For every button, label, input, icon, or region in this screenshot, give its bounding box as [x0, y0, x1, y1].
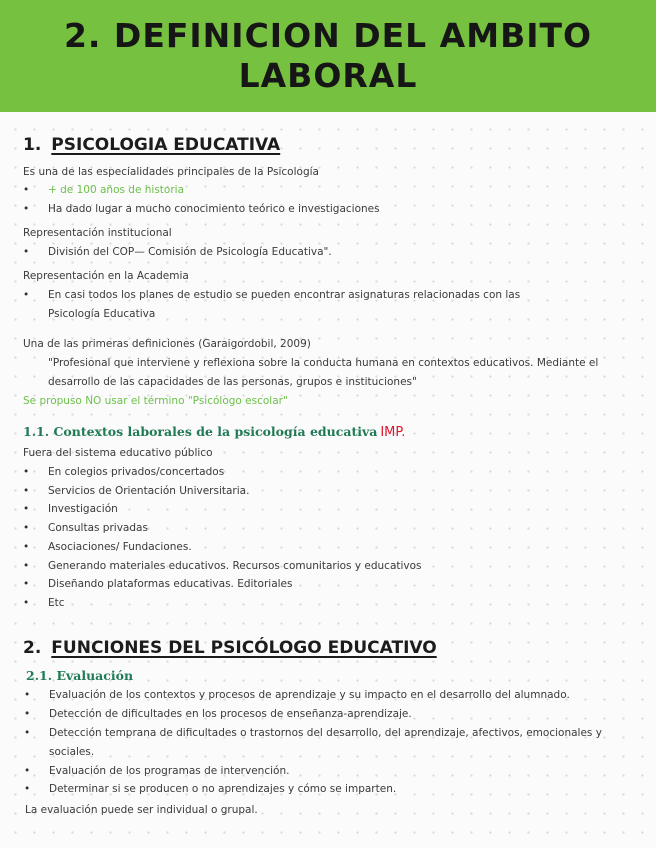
intro-text: Fuera del sistema educativo público: [23, 447, 213, 459]
subsection-heading-2-1: 2.1. Evaluación: [26, 668, 134, 683]
list-item: • Investigación: [48, 503, 118, 515]
section-number: 2.: [23, 638, 42, 658]
list-item: • Diseñando plataformas educativas. Editoriales: [48, 578, 292, 590]
section-title: FUNCIONES DEL PSICÓLOGO EDUCATIVO: [51, 638, 437, 658]
list-item: • División del COP— Comisión de Psicología Educativa".: [48, 246, 332, 258]
list-item: • En casi todos los planes de estudio se pueden encontrar asignaturas relacionadas con las: [48, 289, 520, 301]
list-item: • Etc: [48, 597, 65, 609]
intro-text: Es una de las especialidades principales de la Psicología: [23, 166, 319, 178]
subsection-title: 1.1. Contextos laborales de la psicología educativa: [23, 424, 378, 439]
list-item: • Generando materiales educativos. Recursos comunitarios y educativos: [48, 560, 422, 572]
list-item-continuation: Psicología Educativa: [48, 308, 156, 320]
list-item: • Detección temprana de dificultades o trastornos del desarrollo, del aprendizaje, afectivos, emocionales y: [49, 727, 602, 739]
section-heading-2: [23, 638, 437, 658]
definition-quote: "Profesional que interviene y reflexiona sobre la conducta humana en contextos educativos. Mediante el: [48, 357, 599, 369]
list-item: • En colegios privados/concertados: [48, 466, 224, 478]
list-item: • Asociaciones/ Fundaciones.: [48, 541, 192, 553]
page-title-line-1: 2. DEFINICION DEL AMBITO: [63, 16, 593, 55]
closing-text: La evaluación puede ser individual o grupal.: [25, 804, 258, 816]
subheading-text: Representación institucional: [23, 227, 172, 239]
subsection-heading-1-1: [23, 424, 405, 440]
list-item: • + de 100 años de historia: [48, 184, 184, 196]
list-item: • Servicios de Orientación Universitaria.: [48, 485, 249, 497]
page-title-line-2: LABORAL: [238, 56, 418, 95]
definition-quote-continuation: desarrollo de las capacidades de las personas, grupos e instituciones": [48, 376, 417, 388]
section-number: 1.: [23, 135, 42, 155]
list-item-continuation: sociales.: [49, 746, 95, 758]
list-item: • Consultas privadas: [48, 522, 148, 534]
imp-annotation: IMP.: [380, 425, 406, 440]
list-item: • Evaluación de los contextos y procesos de aprendizaje y su impacto en el desarrollo del alumnado.: [49, 689, 570, 701]
subheading-text: Representación en la Academia: [23, 270, 189, 282]
list-item: • Determinar si se producen o no aprendizajes y cómo se imparten.: [49, 783, 396, 795]
list-item: • Detección de dificultades en los procesos de enseñanza-aprendizaje.: [49, 708, 412, 720]
title-banner: [0, 0, 656, 112]
section-title: PSICOLOGIA EDUCATIVA: [51, 135, 281, 155]
list-item: • Ha dado lugar a mucho conocimiento teórico e investigaciones: [48, 203, 380, 215]
proposal-note: Se propuso NO usar el término "Psicólogo escolar": [23, 395, 288, 407]
list-item: • Evaluación de los programas de intervención.: [49, 765, 289, 777]
section-heading-1: [23, 135, 280, 155]
definition-title: Una de las primeras definiciones (Garaigordobil, 2009): [23, 338, 311, 350]
